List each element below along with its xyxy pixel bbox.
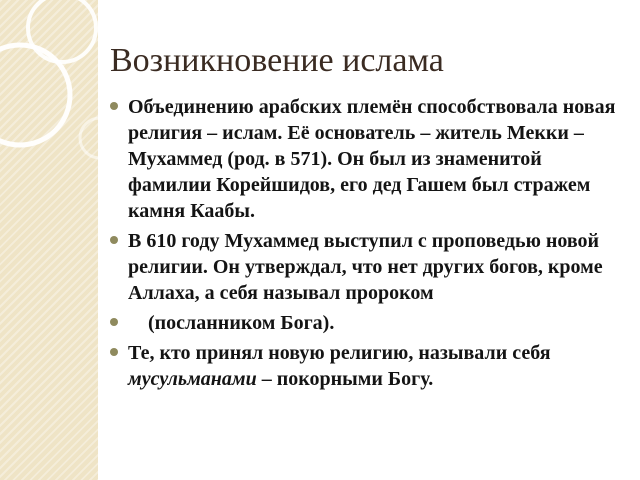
- bullet-emphasis: мусульманами: [128, 368, 257, 390]
- bullet-text: Объединению арабских племён способствовала новая религия – ислам. Её основатель – житель Мекки – Мухаммед (род. в 571). Он был из знаменитой фамилии Корейшидов, его дед Гашем был стражем камня Каабы.: [128, 96, 616, 222]
- bullet-dot-icon: [110, 318, 118, 326]
- bullet-item: [108, 340, 628, 392]
- bullet-text: В 610 году Мухаммед выступил с проповедью новой религии. Он утверждал, что нет других богов, кроме Аллаха, а себя называл пророком: [128, 230, 603, 304]
- bullet-text-before: Те, кто принял новую религию, называли себя: [128, 342, 551, 364]
- bullet-text: (посланником Бога).: [148, 312, 335, 334]
- bullet-item: [108, 310, 628, 336]
- bullet-item: [108, 228, 628, 306]
- bullet-dot-icon: [110, 102, 118, 110]
- decorative-circle-small: [28, 0, 96, 62]
- slide-title: Возникновение ислама: [110, 42, 444, 79]
- bullet-dot-icon: [110, 236, 118, 244]
- bullet-dot-icon: [110, 348, 118, 356]
- bullet-list: [108, 94, 628, 396]
- bullet-item: [108, 94, 628, 224]
- bullet-text-after: – покорными Богу.: [256, 368, 434, 390]
